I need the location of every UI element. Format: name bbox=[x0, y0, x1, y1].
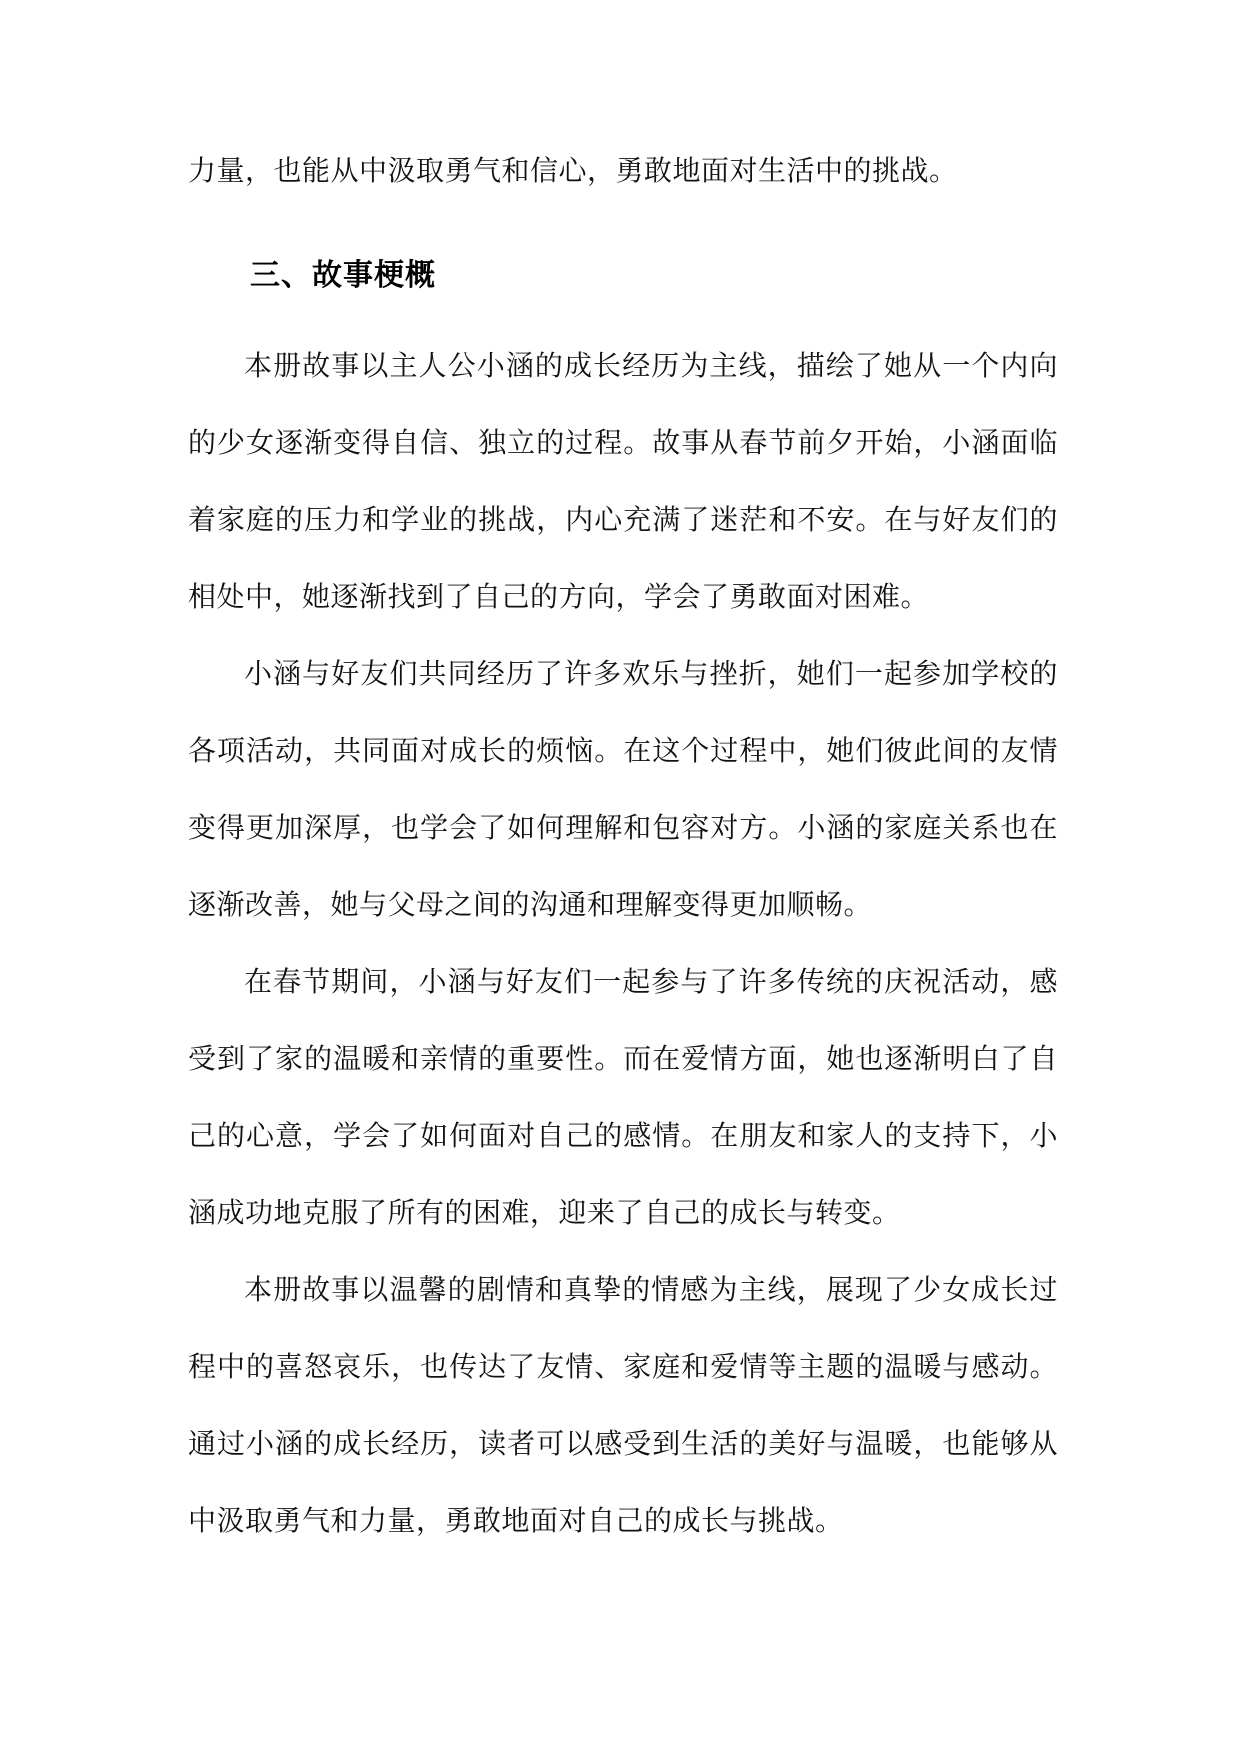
story-summary bbox=[188, 327, 1058, 1559]
section-heading: 三、故事梗概 bbox=[250, 258, 436, 293]
intro-line: 力量，也能从中汲取勇气和信心，勇敢地面对生活中的挑战。 bbox=[188, 154, 958, 187]
paragraph-2: 小涵与好友们共同经历了许多欢乐与挫折，她们一起参加学校的各项活动，共同面对成长的烦恼。在这个过程中，她们彼此间的友情变得更加深厚，也学会了如何理解和包容对方。小涵的家庭关系也在逐渐改善，她与父母之间的沟通和理解变得更加顺畅。 bbox=[188, 657, 1058, 921]
paragraph-3: 在春节期间，小涵与好友们一起参与了许多传统的庆祝活动，感受到了家的温暖和亲情的重要性。而在爱情方面，她也逐渐明白了自己的心意，学会了如何面对自己的感情。在朋友和家人的支持下，小涵成功地克服了所有的困难，迎来了自己的成长与转变。 bbox=[188, 965, 1058, 1229]
paragraph-4: 本册故事以温馨的剧情和真挚的情感为主线，展现了少女成长过程中的喜怒哀乐，也传达了友情、家庭和爱情等主题的温暖与感动。通过小涵的成长经历，读者可以感受到生活的美好与温暖，也能够从中汲取勇气和力量，勇敢地面对自己的成长与挑战。 bbox=[188, 1273, 1058, 1537]
paragraph-1: 本册故事以主人公小涵的成长经历为主线，描绘了她从一个内向的少女逐渐变得自信、独立的过程。故事从春节前夕开始，小涵面临着家庭的压力和学业的挑战，内心充满了迷茫和不安。在与好友们的相处中，她逐渐找到了自己的方向，学会了勇敢面对困难。 bbox=[188, 349, 1058, 613]
